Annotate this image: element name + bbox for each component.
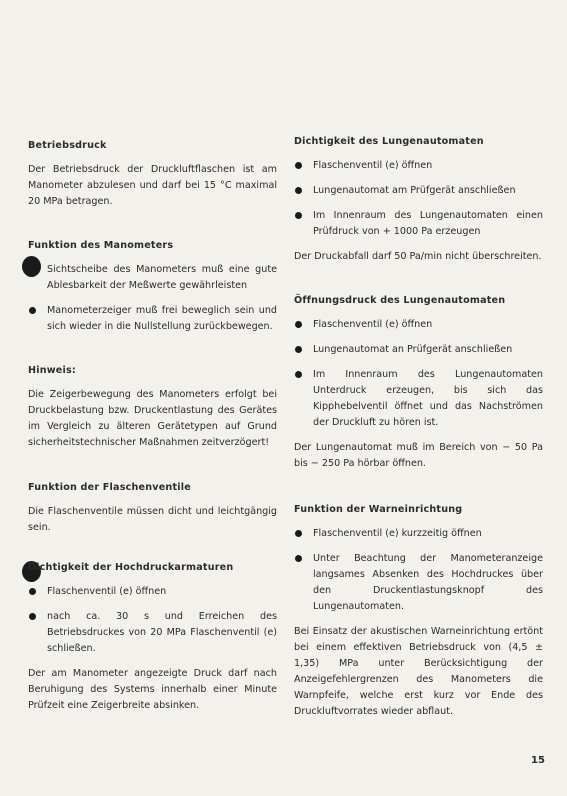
paragraph: Der Lungenautomat muß im Bereich von − 50 Pa bis − 250 Pa hörbar öffnen. — [294, 442, 543, 469]
paragraph: Die Zeigerbewegung des Manometers erfolgt bei Druckbelastung bzw. Druckentlastung des Gerätes im Vergleich zu älteren Gerätetypen auf Grund sicherheitstechnischer Maßnahmen zeitverzögert! — [28, 389, 277, 448]
paragraph: Die Flaschenventile müssen dicht und leichtgängig sein. — [28, 506, 277, 533]
list-item: Lungenautomat am Prüfgerät anschließen — [294, 183, 543, 199]
section-title: Dichtigkeit der Hochdruckarmaturen — [28, 562, 234, 573]
section-title: Betriebsdruck — [28, 140, 107, 151]
list-item: Im Innenraum des Lungenautomaten Unterdruck erzeugen, bis sich das Kipphebelventil öffnet und das Nachströmen der Druckluft zu hören ist. — [294, 367, 543, 431]
list-item: Sichtscheibe des Manometers muß eine gute Ablesbarkeit der Meßwerte gewährleisten — [28, 262, 277, 294]
section-title: Dichtigkeit des Lungenautomaten — [294, 136, 484, 147]
list-item: Flaschenventil (e) öffnen — [294, 317, 543, 333]
right-column — [294, 136, 543, 720]
list-item: nach ca. 30 s und Erreichen des Betriebsdruckes von 20 MPa Flaschenventil (e) schließen. — [28, 609, 277, 657]
list-item: Flaschenventil (e) kurzzeitig öffnen — [294, 526, 543, 542]
paragraph: Der Druckabfall darf 50 Pa/min nicht überschreiten. — [294, 251, 542, 262]
list-item: Lungenautomat an Prüfgerät anschließen — [294, 342, 543, 358]
list-item: Flaschenventil (e) öffnen — [294, 158, 543, 174]
list-item: Flaschenventil (e) öffnen — [28, 584, 277, 600]
list-item: Manometerzeiger muß frei beweglich sein und sich wieder in die Nullstellung zurückbewegen. — [28, 303, 277, 335]
list-item: Im Innenraum des Lungenautomaten einen Prüfdruck von + 1000 Pa erzeugen — [294, 208, 543, 240]
page-number: 15 — [531, 755, 545, 766]
paragraph: Der Betriebsdruck der Druckluftflaschen ist am Manometer abzulesen und darf bei 15 °C maximal 20 MPa betragen. — [28, 164, 277, 207]
paragraph: Bei Einsatz der akustischen Warneinrichtung ertönt bei einem effektiven Betriebsdruck von (4,5 ± 1,35) MPa unter Berücksichtigung der Anzeigefehlergrenzen des Manometers die Warnpfeife, welche erst kurz vor Ende des Druckluftvorrates wieder abflaut. — [294, 626, 543, 717]
list-item: Unter Beachtung der Manometeranzeige langsames Absenken des Hochdruckes über den Druckentlastungsknopf des Lungenautomaten. — [294, 551, 543, 615]
section-title: Funktion der Warneinrichtung — [294, 504, 463, 515]
section-title: Funktion des Manometers — [28, 240, 174, 251]
section-title: Funktion der Flaschenventile — [28, 482, 191, 493]
section-title: Öffnungsdruck des Lungenautomaten — [294, 295, 506, 306]
section-title: Hinweis: — [28, 365, 76, 376]
left-column — [28, 140, 277, 714]
paragraph: Der am Manometer angezeigte Druck darf nach Beruhigung des Systems innerhalb einer Minute Prüfzeit eine Zeigerbreite absinken. — [28, 668, 277, 711]
